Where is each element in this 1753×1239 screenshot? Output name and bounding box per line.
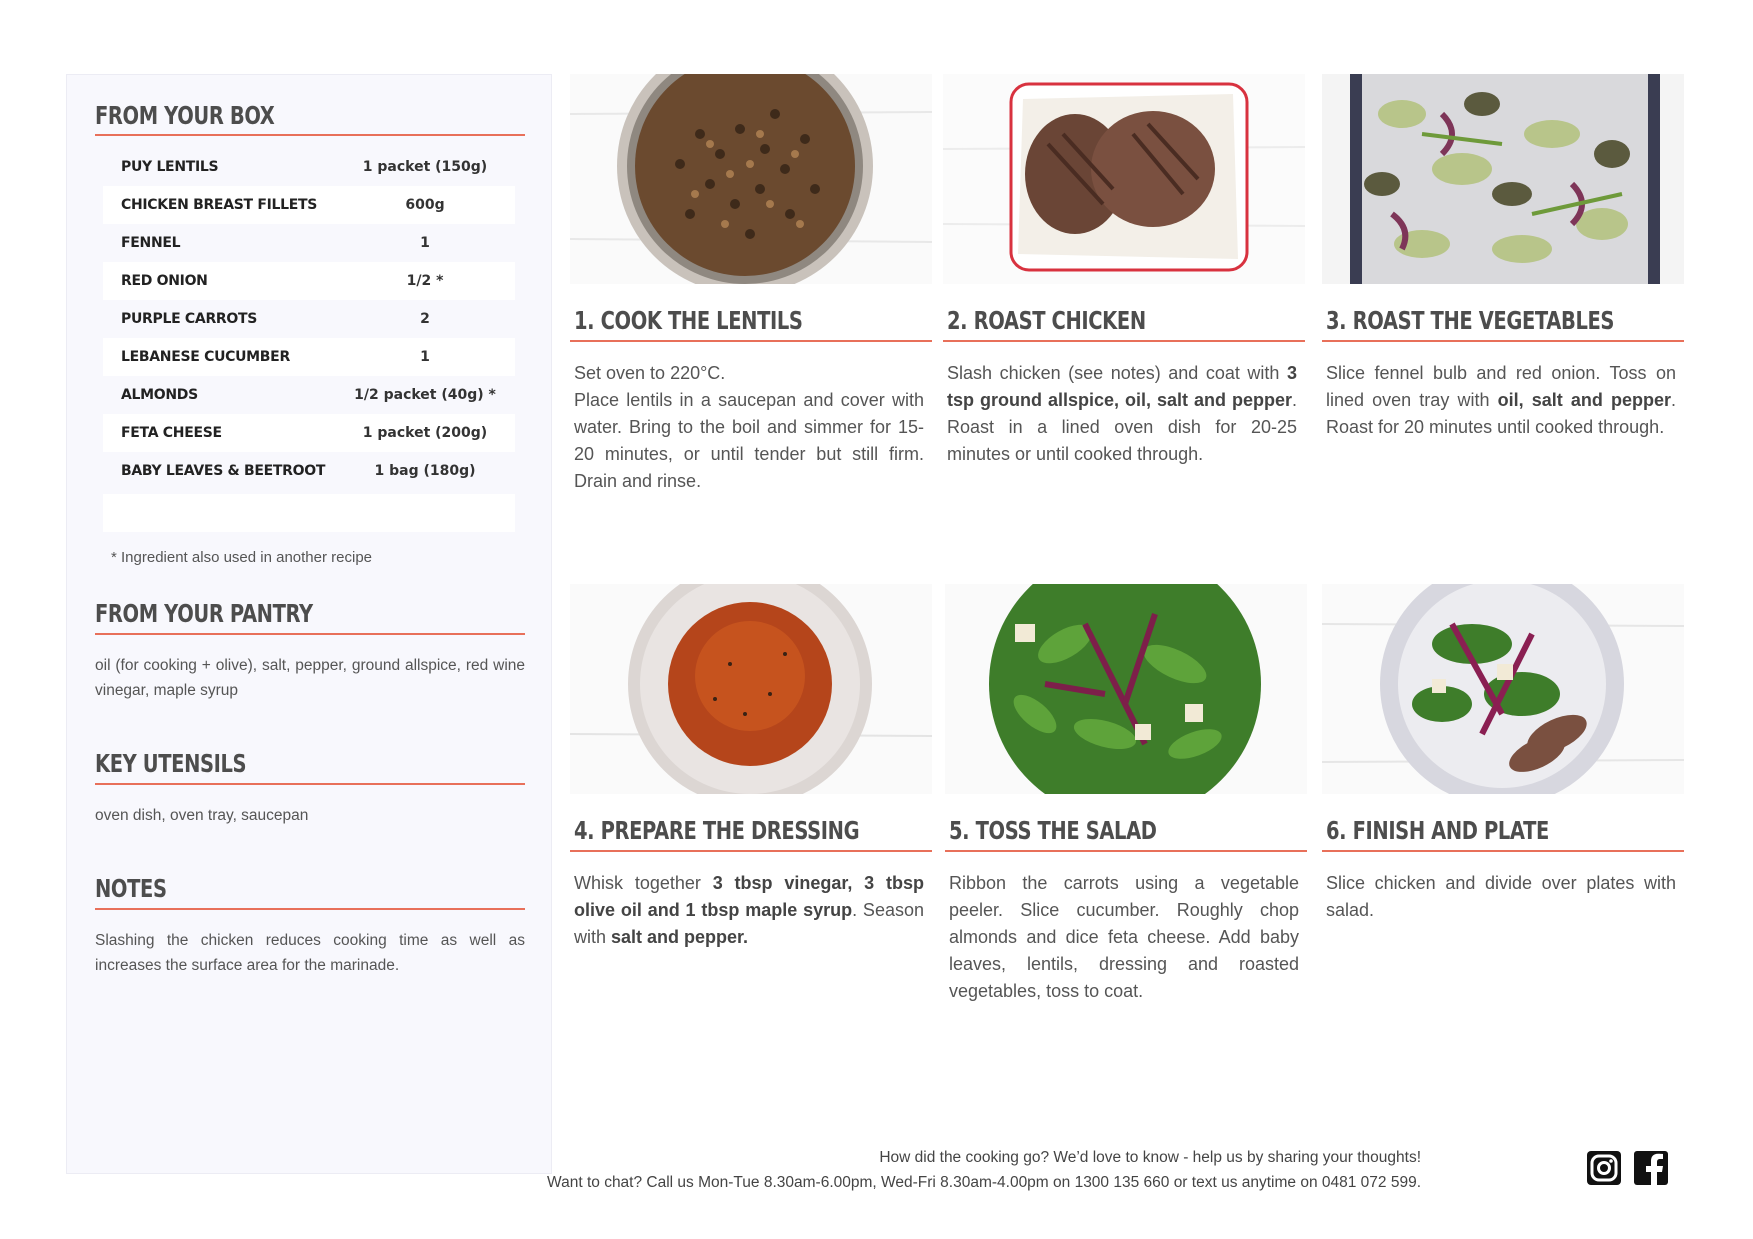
dressing-photo [570,584,932,794]
toss-salad-photo [945,584,1307,794]
step-5-instructions: Ribbon the carrots using a vegetable peeler. Slice cucumber. Roughly chop almonds and dice feta cheese. Add baby leaves, lentils, dressing and roasted vegetables, toss to coat. [949,873,1299,1001]
section-divider [95,908,525,910]
ingredient-quantity: 1 [420,235,430,251]
ingredient-quantity: 2 [420,311,430,327]
footer-contact [547,1145,1421,1195]
step-divider [1322,850,1684,852]
ingredient-row [103,224,515,262]
ingredients-table [103,148,515,532]
ingredient-name: ALMONDS [121,387,198,403]
step-3-bold-text: oil, salt and pepper [1497,390,1671,410]
contact-text: Want to chat? Call us Mon-Tue 8.30am-6.00pm, Wed-Fri 8.30am-4.00pm on 1300 135 660 or text us anytime on 0481 072 599. [547,1174,1421,1191]
step-3-text: . Roast for 20 minutes until cooked through. [1326,390,1676,437]
roast-chicken-photo [943,74,1305,284]
step-divider [1322,340,1684,342]
step-5-title: 5. TOSS THE SALAD [949,816,1157,845]
ingredient-quantity: 1 [420,349,430,365]
ingredient-name: PURPLE CARROTS [121,311,258,327]
step-3-text: Slice fennel bulb and red onion. Toss on lined oven tray with [1326,363,1676,410]
ingredient-quantity: 600g [405,197,445,213]
ingredient-name: BABY LEAVES & BEETROOT [121,463,326,479]
notes-text: Slashing the chicken reduces cooking time as well as increases the surface area for the marinade. [95,932,525,974]
step-6-title: 6. FINISH AND PLATE [1326,816,1549,845]
ingredient-row [103,300,515,338]
step-4-text: . Season with [574,900,924,947]
step-divider [945,850,1307,852]
ingredients-sidebar [66,74,552,1174]
ingredient-name: FENNEL [121,235,181,251]
ingredient-name: FETA CHEESE [121,425,222,441]
ingredient-name: PUY LENTILS [121,159,219,175]
ingredient-quantity: 1/2 * [406,273,444,289]
step-4-text: Whisk together [574,873,713,893]
ingredient-quantity: 1 bag (180g) [374,463,476,479]
step-1-instructions [574,360,924,495]
pantry-text: oil (for cooking + olive), salt, pepper, ground allspice, red wine vinegar, maple syrup [95,657,525,699]
key-utensils-title: KEY UTENSILS [95,749,247,778]
step-divider [943,340,1305,342]
step-3-title: 3. ROAST THE VEGETABLES [1326,306,1615,335]
utensils-text: oven dish, oven tray, saucepan [95,807,309,824]
step-2-bold-text: 3 tsp ground allspice, oil, salt and pepper [947,363,1297,410]
from-your-pantry-title: FROM YOUR PANTRY [95,599,313,628]
feedback-text: How did the cooking go? We’d love to know - help us by sharing your thoughts! [879,1149,1421,1166]
lentils-photo [570,74,932,284]
step-divider [570,340,932,342]
ingredient-footnote: * Ingredient also used in another recipe [111,549,373,566]
ingredient-name: LEBANESE CUCUMBER [121,349,290,365]
ingredient-row [103,414,515,452]
instagram-icon[interactable] [1586,1150,1622,1186]
ingredient-row [103,338,515,376]
empty-ingredient-row [103,494,515,532]
step-4-bold-text: salt and pepper. [611,927,749,947]
ingredient-row [103,262,515,300]
ingredient-quantity: 1/2 packet (40g) * [354,387,496,403]
ingredient-name: RED ONION [121,273,208,289]
step-3-instructions [1326,360,1676,441]
step-4-bold-text: 3 tbsp vinegar, 3 tbsp olive oil and 1 tbsp maple syrup [574,873,924,920]
step-2-text: . Roast in a lined oven dish for 20-25 minutes or until cooked through. [947,390,1297,464]
step-1-text-line: Set oven to 220°C. [574,363,726,383]
ingredient-quantity: 1 packet (200g) [362,425,488,441]
notes-title: NOTES [95,874,167,903]
section-divider [95,134,525,136]
step-4-instructions [574,870,924,951]
step-6-instructions: Slice chicken and divide over plates with salad. [1326,873,1676,920]
from-your-box-title: FROM YOUR BOX [95,101,275,130]
ingredient-row [103,186,515,224]
step-2-title: 2. ROAST CHICKEN [947,306,1146,335]
step-1-text: Place lentils in a saucepan and cover with water. Bring to the boil and simmer for 15-20 minutes, or until tender but still firm. Drain and rinse. [574,390,924,491]
step-4-title: 4. PREPARE THE DRESSING [574,816,860,845]
step-divider [570,850,932,852]
ingredient-row [103,376,515,414]
ingredient-row [103,452,515,490]
section-divider [95,783,525,785]
step-2-text: Slash chicken (see notes) and coat with [947,363,1287,383]
ingredient-row [103,148,515,186]
roast-vegetables-photo [1322,74,1684,284]
finish-and-plate-photo [1322,584,1684,794]
section-divider [95,633,525,635]
step-2-instructions [947,360,1297,468]
step-1-title: 1. COOK THE LENTILS [574,306,803,335]
ingredient-quantity: 1 packet (150g) [362,159,488,175]
facebook-icon[interactable] [1633,1150,1669,1186]
ingredient-name: CHICKEN BREAST FILLETS [121,197,318,213]
